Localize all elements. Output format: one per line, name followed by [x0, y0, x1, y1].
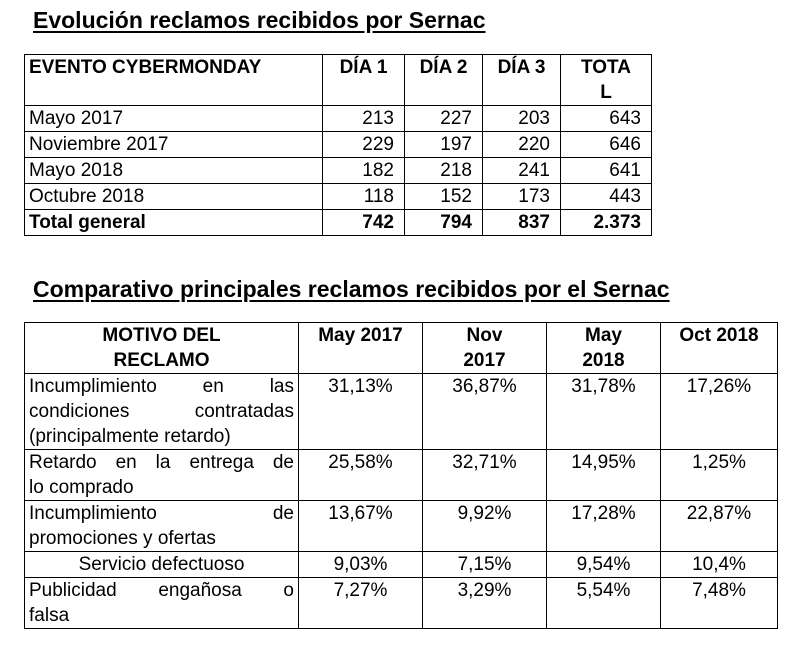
cell-value: 10,4% [661, 552, 778, 578]
cell-value: 9,03% [299, 552, 423, 578]
claims-comparison-table [24, 322, 778, 629]
table-row [25, 450, 778, 501]
motivo-cell [25, 374, 299, 450]
total-value: 794 [405, 210, 483, 236]
header-total [561, 55, 652, 106]
header-dia1: DÍA 1 [323, 55, 405, 106]
table1-title: Evolución reclamos recibidos por Sernac [33, 7, 486, 33]
motivo-line: lo comprado [29, 477, 134, 498]
header-nov2017 [423, 323, 547, 374]
total-row [25, 210, 652, 236]
motivo-line: Servicio defectuoso [78, 554, 245, 575]
cell-value: 152 [405, 184, 483, 210]
table2-header-row [25, 323, 778, 374]
table1-header-row [25, 55, 652, 106]
header-total-line1: TOTA [581, 57, 631, 78]
cell-value: 17,28% [547, 501, 661, 552]
cell-value: 36,87% [423, 374, 547, 450]
cell-value: 25,58% [299, 450, 423, 501]
motivo-line: condiciones contratadas [29, 401, 294, 422]
motivo-line: Retardo en la entrega de [29, 452, 294, 473]
cell-value: 7,48% [661, 578, 778, 629]
cell-value: 7,15% [423, 552, 547, 578]
cell-value: 22,87% [661, 501, 778, 552]
cell-value: 220 [483, 132, 561, 158]
header-may2018 [547, 323, 661, 374]
motivo-cell [25, 501, 299, 552]
header-may2018-line2: 2018 [582, 350, 625, 371]
cell-value: 5,54% [547, 578, 661, 629]
header-evento: EVENTO CYBERMONDAY [25, 55, 323, 106]
table-row [25, 374, 778, 450]
cell-value: 213 [323, 106, 405, 132]
cell-value: 32,71% [423, 450, 547, 501]
total-value: 837 [483, 210, 561, 236]
cell-value: 218 [405, 158, 483, 184]
table-row [25, 501, 778, 552]
cell-value: 1,25% [661, 450, 778, 501]
header-motivo [25, 323, 299, 374]
cell-value: 643 [561, 106, 652, 132]
cell-value: 173 [483, 184, 561, 210]
table-row [25, 132, 652, 158]
cell-value: 13,67% [299, 501, 423, 552]
cell-value: 227 [405, 106, 483, 132]
cell-value: 182 [323, 158, 405, 184]
table-row [25, 578, 778, 629]
motivo-line: Incumplimiento en las [29, 376, 294, 397]
total-label: Total general [25, 210, 323, 236]
header-nov2017-line1: Nov [466, 325, 503, 346]
motivo-line: (principalmente retardo) [29, 426, 231, 447]
header-motivo-line1: MOTIVO DEL [102, 325, 221, 346]
cell-value: 7,27% [299, 578, 423, 629]
cell-value: 646 [561, 132, 652, 158]
cell-value: 3,29% [423, 578, 547, 629]
table-row [25, 158, 652, 184]
cell-value: 229 [323, 132, 405, 158]
header-motivo-line2: RECLAMO [113, 350, 210, 371]
cell-value: 443 [561, 184, 652, 210]
header-total-line2: L [600, 82, 612, 103]
table-row [25, 106, 652, 132]
motivo-cell [25, 578, 299, 629]
motivo-cell [25, 450, 299, 501]
header-may2018-line1: May [585, 325, 622, 346]
total-value: 2.373 [561, 210, 652, 236]
motivo-line: falsa [29, 605, 70, 626]
row-label: Octubre 2018 [25, 184, 323, 210]
cell-value: 241 [483, 158, 561, 184]
cell-value: 14,95% [547, 450, 661, 501]
cell-value: 9,54% [547, 552, 661, 578]
cell-value: 641 [561, 158, 652, 184]
cybermonday-claims-table [24, 54, 652, 236]
table2-title: Comparativo principales reclamos recibidos por el Sernac [33, 276, 670, 302]
header-oct2018-line1: Oct 2018 [679, 325, 759, 346]
motivo-line: Publicidad engañosa o [29, 580, 294, 601]
table-row [25, 552, 778, 578]
row-label: Mayo 2017 [25, 106, 323, 132]
motivo-cell [25, 552, 299, 578]
header-dia3: DÍA 3 [483, 55, 561, 106]
cell-value: 31,78% [547, 374, 661, 450]
row-label: Mayo 2018 [25, 158, 323, 184]
cell-value: 197 [405, 132, 483, 158]
cell-value: 31,13% [299, 374, 423, 450]
cell-value: 118 [323, 184, 405, 210]
cell-value: 17,26% [661, 374, 778, 450]
total-value: 742 [323, 210, 405, 236]
header-oct2018 [661, 323, 778, 374]
header-dia2: DÍA 2 [405, 55, 483, 106]
motivo-line: promociones y ofertas [29, 528, 216, 549]
cell-value: 9,92% [423, 501, 547, 552]
header-may2017-line1: May 2017 [318, 325, 403, 346]
cell-value: 203 [483, 106, 561, 132]
header-may2017 [299, 323, 423, 374]
row-label: Noviembre 2017 [25, 132, 323, 158]
header-nov2017-line2: 2017 [463, 350, 506, 371]
motivo-line: Incumplimiento de [29, 503, 294, 524]
table-row [25, 184, 652, 210]
